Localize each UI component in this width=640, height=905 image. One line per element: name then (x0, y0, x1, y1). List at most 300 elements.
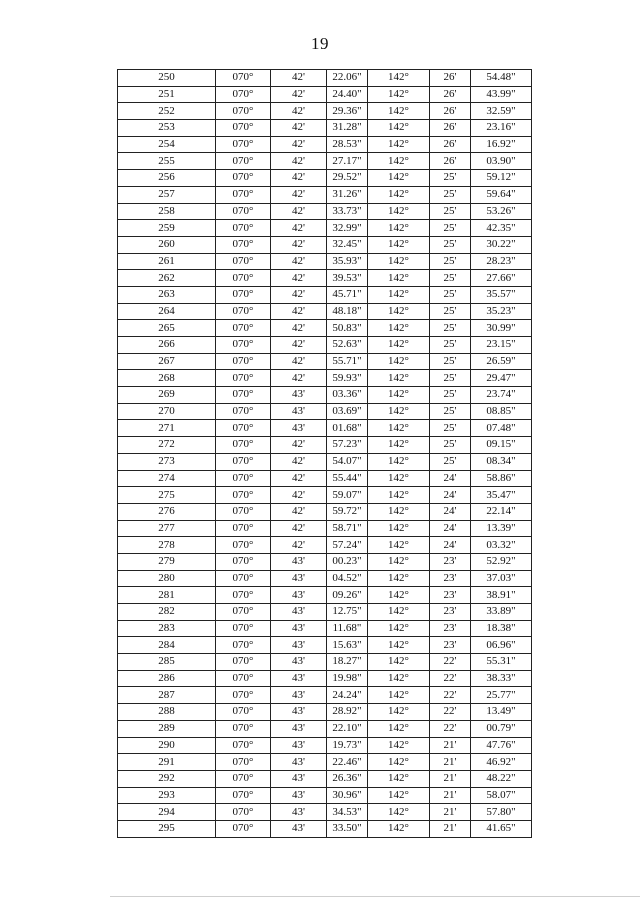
longitude-seconds-cell: 22.46" (327, 754, 368, 771)
longitude-seconds-cell: 57.23" (327, 437, 368, 454)
longitude-seconds-cell: 00.23" (327, 553, 368, 570)
longitude-minutes-cell: 42' (271, 236, 327, 253)
point-number-cell: 280 (118, 570, 216, 587)
longitude-seconds-cell: 39.53" (327, 270, 368, 287)
point-number-cell: 290 (118, 737, 216, 754)
point-number-cell: 268 (118, 370, 216, 387)
longitude-seconds-cell: 28.92" (327, 704, 368, 721)
latitude-degrees-cell: 142° (368, 487, 430, 504)
table-row (118, 403, 532, 420)
table-row (118, 670, 532, 687)
point-number-cell: 261 (118, 253, 216, 270)
coordinates-table (117, 69, 532, 838)
table-row (118, 770, 532, 787)
latitude-degrees-cell: 142° (368, 770, 430, 787)
latitude-degrees-cell: 142° (368, 537, 430, 554)
longitude-minutes-cell: 43' (271, 737, 327, 754)
longitude-minutes-cell: 42' (271, 103, 327, 120)
longitude-minutes-cell: 42' (271, 86, 327, 103)
latitude-minutes-cell: 25' (430, 270, 471, 287)
table-row (118, 520, 532, 537)
longitude-minutes-cell: 42' (271, 136, 327, 153)
latitude-degrees-cell: 142° (368, 370, 430, 387)
table-row (118, 620, 532, 637)
latitude-minutes-cell: 26' (430, 103, 471, 120)
latitude-seconds-cell: 03.32" (471, 537, 532, 554)
point-number-cell: 264 (118, 303, 216, 320)
table-row (118, 687, 532, 704)
longitude-degrees-cell: 070° (216, 186, 271, 203)
latitude-degrees-cell: 142° (368, 353, 430, 370)
longitude-seconds-cell: 22.10" (327, 720, 368, 737)
table-row (118, 637, 532, 654)
table-row (118, 103, 532, 120)
latitude-degrees-cell: 142° (368, 570, 430, 587)
point-number-cell: 274 (118, 470, 216, 487)
longitude-seconds-cell: 33.73" (327, 203, 368, 220)
latitude-degrees-cell: 142° (368, 637, 430, 654)
point-number-cell: 262 (118, 270, 216, 287)
longitude-degrees-cell: 070° (216, 453, 271, 470)
latitude-seconds-cell: 30.22" (471, 236, 532, 253)
longitude-seconds-cell: 57.24" (327, 537, 368, 554)
longitude-degrees-cell: 070° (216, 303, 271, 320)
latitude-seconds-cell: 46.92" (471, 754, 532, 771)
latitude-degrees-cell: 142° (368, 587, 430, 604)
table-row (118, 153, 532, 170)
latitude-degrees-cell: 142° (368, 286, 430, 303)
table-row (118, 704, 532, 721)
latitude-seconds-cell: 18.38" (471, 620, 532, 637)
longitude-minutes-cell: 42' (271, 286, 327, 303)
table-row (118, 503, 532, 520)
latitude-seconds-cell: 27.66" (471, 270, 532, 287)
latitude-minutes-cell: 25' (430, 236, 471, 253)
point-number-cell: 266 (118, 337, 216, 354)
longitude-degrees-cell: 070° (216, 754, 271, 771)
longitude-minutes-cell: 43' (271, 387, 327, 404)
longitude-minutes-cell: 42' (271, 270, 327, 287)
table-row (118, 136, 532, 153)
longitude-seconds-cell: 04.52" (327, 570, 368, 587)
latitude-degrees-cell: 142° (368, 520, 430, 537)
table-row (118, 804, 532, 821)
longitude-seconds-cell: 01.68" (327, 420, 368, 437)
latitude-minutes-cell: 25' (430, 186, 471, 203)
point-number-cell: 287 (118, 687, 216, 704)
latitude-degrees-cell: 142° (368, 687, 430, 704)
latitude-degrees-cell: 142° (368, 153, 430, 170)
page-number: 19 (311, 34, 329, 53)
longitude-seconds-cell: 12.75" (327, 604, 368, 621)
point-number-cell: 278 (118, 537, 216, 554)
point-number-cell: 289 (118, 720, 216, 737)
longitude-seconds-cell: 58.71" (327, 520, 368, 537)
longitude-minutes-cell: 43' (271, 687, 327, 704)
table-row (118, 754, 532, 771)
latitude-minutes-cell: 25' (430, 253, 471, 270)
longitude-degrees-cell: 070° (216, 103, 271, 120)
point-number-cell: 295 (118, 820, 216, 837)
longitude-minutes-cell: 42' (271, 320, 327, 337)
latitude-degrees-cell: 142° (368, 270, 430, 287)
point-number-cell: 282 (118, 604, 216, 621)
longitude-minutes-cell: 42' (271, 70, 327, 87)
latitude-degrees-cell: 142° (368, 437, 430, 454)
latitude-degrees-cell: 142° (368, 70, 430, 87)
latitude-minutes-cell: 23' (430, 570, 471, 587)
latitude-seconds-cell: 23.15" (471, 337, 532, 354)
longitude-degrees-cell: 070° (216, 637, 271, 654)
latitude-seconds-cell: 35.47" (471, 487, 532, 504)
point-number-cell: 259 (118, 220, 216, 237)
coordinates-table-body (118, 70, 532, 838)
longitude-seconds-cell: 45.71" (327, 286, 368, 303)
table-row (118, 587, 532, 604)
latitude-degrees-cell: 142° (368, 553, 430, 570)
latitude-seconds-cell: 30.99" (471, 320, 532, 337)
latitude-degrees-cell: 142° (368, 136, 430, 153)
latitude-minutes-cell: 23' (430, 553, 471, 570)
latitude-degrees-cell: 142° (368, 203, 430, 220)
point-number-cell: 284 (118, 637, 216, 654)
longitude-degrees-cell: 070° (216, 86, 271, 103)
longitude-minutes-cell: 42' (271, 453, 327, 470)
latitude-minutes-cell: 25' (430, 286, 471, 303)
latitude-seconds-cell: 08.34" (471, 453, 532, 470)
latitude-minutes-cell: 21' (430, 737, 471, 754)
longitude-seconds-cell: 03.36" (327, 387, 368, 404)
longitude-seconds-cell: 55.71" (327, 353, 368, 370)
longitude-minutes-cell: 43' (271, 787, 327, 804)
point-number-cell: 265 (118, 320, 216, 337)
latitude-minutes-cell: 25' (430, 170, 471, 187)
table-row (118, 370, 532, 387)
longitude-seconds-cell: 03.69" (327, 403, 368, 420)
longitude-minutes-cell: 42' (271, 537, 327, 554)
longitude-degrees-cell: 070° (216, 270, 271, 287)
table-row (118, 270, 532, 287)
point-number-cell: 275 (118, 487, 216, 504)
latitude-seconds-cell: 55.31" (471, 654, 532, 671)
longitude-degrees-cell: 070° (216, 136, 271, 153)
latitude-minutes-cell: 25' (430, 370, 471, 387)
point-number-cell: 292 (118, 770, 216, 787)
latitude-minutes-cell: 24' (430, 503, 471, 520)
latitude-seconds-cell: 38.91" (471, 587, 532, 604)
latitude-seconds-cell: 00.79" (471, 720, 532, 737)
table-row (118, 604, 532, 621)
longitude-seconds-cell: 11.68" (327, 620, 368, 637)
longitude-seconds-cell: 18.27" (327, 654, 368, 671)
latitude-minutes-cell: 25' (430, 387, 471, 404)
longitude-degrees-cell: 070° (216, 403, 271, 420)
latitude-degrees-cell: 142° (368, 420, 430, 437)
latitude-degrees-cell: 142° (368, 170, 430, 187)
longitude-degrees-cell: 070° (216, 253, 271, 270)
point-number-cell: 291 (118, 754, 216, 771)
longitude-minutes-cell: 43' (271, 587, 327, 604)
latitude-minutes-cell: 25' (430, 203, 471, 220)
longitude-seconds-cell: 50.83" (327, 320, 368, 337)
latitude-degrees-cell: 142° (368, 503, 430, 520)
table-row (118, 553, 532, 570)
latitude-degrees-cell: 142° (368, 737, 430, 754)
latitude-degrees-cell: 142° (368, 103, 430, 120)
point-number-cell: 267 (118, 353, 216, 370)
latitude-seconds-cell: 57.80" (471, 804, 532, 821)
point-number-cell: 281 (118, 587, 216, 604)
longitude-degrees-cell: 070° (216, 236, 271, 253)
longitude-seconds-cell: 59.07" (327, 487, 368, 504)
longitude-seconds-cell: 09.26" (327, 587, 368, 604)
latitude-minutes-cell: 26' (430, 136, 471, 153)
point-number-cell: 279 (118, 553, 216, 570)
latitude-minutes-cell: 24' (430, 470, 471, 487)
longitude-seconds-cell: 35.93" (327, 253, 368, 270)
longitude-seconds-cell: 52.63" (327, 337, 368, 354)
latitude-minutes-cell: 25' (430, 453, 471, 470)
latitude-minutes-cell: 25' (430, 320, 471, 337)
latitude-minutes-cell: 26' (430, 120, 471, 137)
point-number-cell: 273 (118, 453, 216, 470)
point-number-cell: 253 (118, 120, 216, 137)
longitude-degrees-cell: 070° (216, 487, 271, 504)
longitude-minutes-cell: 42' (271, 253, 327, 270)
point-number-cell: 255 (118, 153, 216, 170)
latitude-degrees-cell: 142° (368, 670, 430, 687)
table-row (118, 303, 532, 320)
table-row (118, 186, 532, 203)
latitude-minutes-cell: 22' (430, 670, 471, 687)
latitude-seconds-cell: 33.89" (471, 604, 532, 621)
longitude-degrees-cell: 070° (216, 203, 271, 220)
latitude-minutes-cell: 25' (430, 403, 471, 420)
latitude-seconds-cell: 22.14" (471, 503, 532, 520)
longitude-minutes-cell: 43' (271, 720, 327, 737)
table-row (118, 203, 532, 220)
longitude-seconds-cell: 27.17" (327, 153, 368, 170)
latitude-degrees-cell: 142° (368, 186, 430, 203)
latitude-seconds-cell: 25.77" (471, 687, 532, 704)
point-number-cell: 293 (118, 787, 216, 804)
longitude-minutes-cell: 43' (271, 403, 327, 420)
latitude-seconds-cell: 07.48" (471, 420, 532, 437)
latitude-minutes-cell: 25' (430, 303, 471, 320)
longitude-minutes-cell: 43' (271, 820, 327, 837)
latitude-minutes-cell: 22' (430, 704, 471, 721)
longitude-seconds-cell: 29.36" (327, 103, 368, 120)
latitude-degrees-cell: 142° (368, 787, 430, 804)
longitude-degrees-cell: 070° (216, 320, 271, 337)
longitude-minutes-cell: 42' (271, 170, 327, 187)
latitude-minutes-cell: 21' (430, 820, 471, 837)
longitude-minutes-cell: 42' (271, 370, 327, 387)
table-row (118, 286, 532, 303)
latitude-seconds-cell: 53.26" (471, 203, 532, 220)
table-row (118, 320, 532, 337)
latitude-seconds-cell: 41.65" (471, 820, 532, 837)
latitude-degrees-cell: 142° (368, 403, 430, 420)
longitude-degrees-cell: 070° (216, 387, 271, 404)
longitude-minutes-cell: 43' (271, 654, 327, 671)
longitude-degrees-cell: 070° (216, 520, 271, 537)
longitude-degrees-cell: 070° (216, 604, 271, 621)
longitude-degrees-cell: 070° (216, 120, 271, 137)
latitude-seconds-cell: 42.35" (471, 220, 532, 237)
longitude-minutes-cell: 43' (271, 637, 327, 654)
longitude-minutes-cell: 42' (271, 487, 327, 504)
latitude-degrees-cell: 142° (368, 120, 430, 137)
latitude-seconds-cell: 38.33" (471, 670, 532, 687)
bottom-rule (110, 896, 640, 897)
longitude-seconds-cell: 54.07" (327, 453, 368, 470)
latitude-degrees-cell: 142° (368, 804, 430, 821)
longitude-degrees-cell: 070° (216, 687, 271, 704)
latitude-degrees-cell: 142° (368, 470, 430, 487)
latitude-seconds-cell: 23.16" (471, 120, 532, 137)
latitude-minutes-cell: 21' (430, 804, 471, 821)
point-number-cell: 251 (118, 86, 216, 103)
latitude-degrees-cell: 142° (368, 320, 430, 337)
point-number-cell: 250 (118, 70, 216, 87)
latitude-seconds-cell: 52.92" (471, 553, 532, 570)
latitude-minutes-cell: 25' (430, 220, 471, 237)
table-row (118, 787, 532, 804)
longitude-degrees-cell: 070° (216, 587, 271, 604)
point-number-cell: 257 (118, 186, 216, 203)
latitude-seconds-cell: 58.86" (471, 470, 532, 487)
longitude-minutes-cell: 42' (271, 353, 327, 370)
latitude-minutes-cell: 24' (430, 487, 471, 504)
latitude-seconds-cell: 35.23" (471, 303, 532, 320)
table-row (118, 70, 532, 87)
longitude-degrees-cell: 070° (216, 220, 271, 237)
table-row (118, 170, 532, 187)
table-row (118, 337, 532, 354)
longitude-degrees-cell: 070° (216, 654, 271, 671)
table-row (118, 720, 532, 737)
longitude-degrees-cell: 070° (216, 553, 271, 570)
latitude-minutes-cell: 22' (430, 687, 471, 704)
latitude-minutes-cell: 24' (430, 520, 471, 537)
longitude-minutes-cell: 42' (271, 503, 327, 520)
latitude-seconds-cell: 13.49" (471, 704, 532, 721)
longitude-seconds-cell: 48.18" (327, 303, 368, 320)
latitude-minutes-cell: 21' (430, 787, 471, 804)
latitude-seconds-cell: 16.92" (471, 136, 532, 153)
longitude-degrees-cell: 070° (216, 503, 271, 520)
table-row (118, 737, 532, 754)
latitude-seconds-cell: 48.22" (471, 770, 532, 787)
table-row (118, 453, 532, 470)
longitude-seconds-cell: 59.93" (327, 370, 368, 387)
table-row (118, 537, 532, 554)
table-row (118, 353, 532, 370)
latitude-degrees-cell: 142° (368, 253, 430, 270)
point-number-cell: 272 (118, 437, 216, 454)
point-number-cell: 288 (118, 704, 216, 721)
latitude-minutes-cell: 26' (430, 86, 471, 103)
longitude-seconds-cell: 31.28" (327, 120, 368, 137)
point-number-cell: 258 (118, 203, 216, 220)
longitude-minutes-cell: 43' (271, 754, 327, 771)
longitude-minutes-cell: 42' (271, 303, 327, 320)
latitude-degrees-cell: 142° (368, 654, 430, 671)
latitude-degrees-cell: 142° (368, 820, 430, 837)
table-row (118, 120, 532, 137)
latitude-degrees-cell: 142° (368, 720, 430, 737)
longitude-seconds-cell: 32.45" (327, 236, 368, 253)
latitude-seconds-cell: 43.99" (471, 86, 532, 103)
longitude-degrees-cell: 070° (216, 770, 271, 787)
longitude-seconds-cell: 22.06" (327, 70, 368, 87)
latitude-seconds-cell: 06.96" (471, 637, 532, 654)
latitude-minutes-cell: 23' (430, 620, 471, 637)
latitude-seconds-cell: 08.85" (471, 403, 532, 420)
longitude-seconds-cell: 32.99" (327, 220, 368, 237)
longitude-degrees-cell: 070° (216, 153, 271, 170)
point-number-cell: 263 (118, 286, 216, 303)
longitude-seconds-cell: 31.26" (327, 186, 368, 203)
longitude-seconds-cell: 55.44" (327, 470, 368, 487)
latitude-seconds-cell: 03.90" (471, 153, 532, 170)
longitude-minutes-cell: 42' (271, 120, 327, 137)
longitude-seconds-cell: 34.53" (327, 804, 368, 821)
longitude-degrees-cell: 070° (216, 620, 271, 637)
latitude-minutes-cell: 25' (430, 420, 471, 437)
longitude-minutes-cell: 42' (271, 470, 327, 487)
latitude-seconds-cell: 13.39" (471, 520, 532, 537)
longitude-seconds-cell: 15.63" (327, 637, 368, 654)
latitude-minutes-cell: 24' (430, 537, 471, 554)
longitude-degrees-cell: 070° (216, 470, 271, 487)
latitude-minutes-cell: 23' (430, 587, 471, 604)
longitude-degrees-cell: 070° (216, 570, 271, 587)
longitude-seconds-cell: 30.96" (327, 787, 368, 804)
longitude-degrees-cell: 070° (216, 737, 271, 754)
latitude-degrees-cell: 142° (368, 704, 430, 721)
longitude-seconds-cell: 19.98" (327, 670, 368, 687)
longitude-minutes-cell: 42' (271, 153, 327, 170)
longitude-seconds-cell: 24.24" (327, 687, 368, 704)
point-number-cell: 294 (118, 804, 216, 821)
latitude-seconds-cell: 28.23" (471, 253, 532, 270)
latitude-seconds-cell: 54.48" (471, 70, 532, 87)
table-row (118, 220, 532, 237)
longitude-degrees-cell: 070° (216, 804, 271, 821)
longitude-seconds-cell: 29.52" (327, 170, 368, 187)
point-number-cell: 286 (118, 670, 216, 687)
longitude-seconds-cell: 19.73" (327, 737, 368, 754)
longitude-minutes-cell: 43' (271, 670, 327, 687)
table-row (118, 487, 532, 504)
longitude-degrees-cell: 070° (216, 670, 271, 687)
longitude-minutes-cell: 42' (271, 186, 327, 203)
latitude-seconds-cell: 59.12" (471, 170, 532, 187)
longitude-minutes-cell: 42' (271, 520, 327, 537)
point-number-cell: 285 (118, 654, 216, 671)
latitude-degrees-cell: 142° (368, 604, 430, 621)
latitude-seconds-cell: 26.59" (471, 353, 532, 370)
latitude-seconds-cell: 59.64" (471, 186, 532, 203)
point-number-cell: 256 (118, 170, 216, 187)
longitude-minutes-cell: 43' (271, 804, 327, 821)
longitude-minutes-cell: 42' (271, 337, 327, 354)
longitude-degrees-cell: 070° (216, 170, 271, 187)
latitude-minutes-cell: 26' (430, 70, 471, 87)
latitude-degrees-cell: 142° (368, 620, 430, 637)
